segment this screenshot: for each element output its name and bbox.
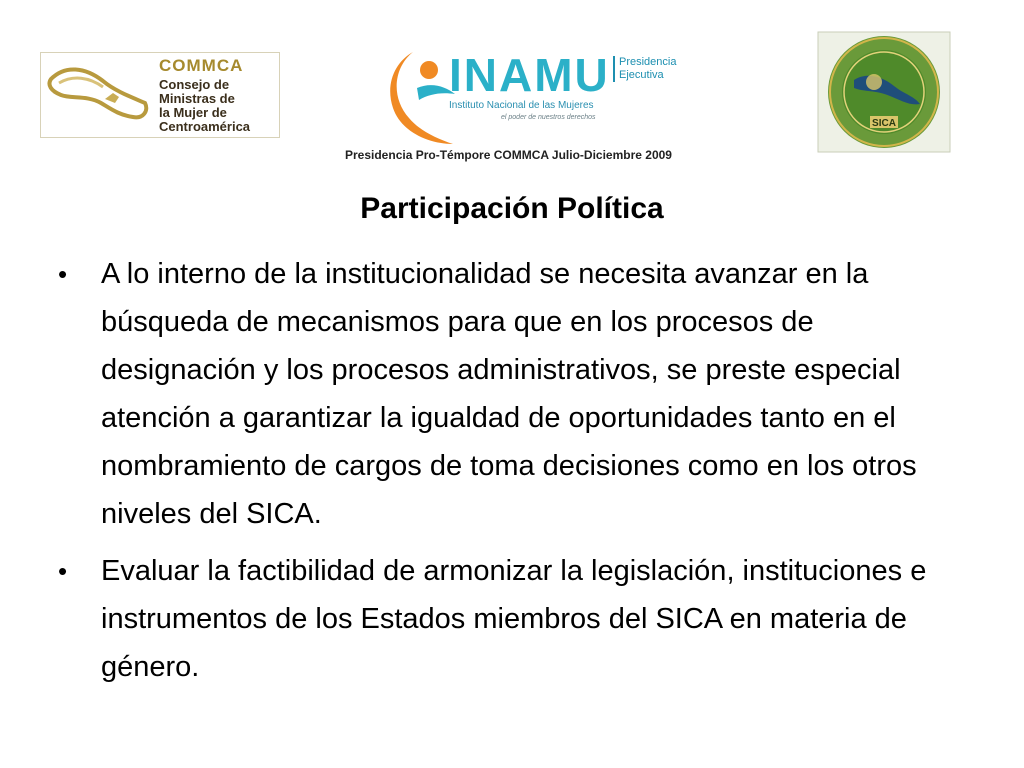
inamu-presidencia-line: Ejecutiva bbox=[619, 69, 664, 81]
inamu-wordmark: INAMU bbox=[449, 49, 610, 101]
inamu-presidencia-line: Presidencia bbox=[619, 56, 677, 68]
inamu-logo bbox=[383, 48, 693, 148]
central-america-map-icon bbox=[45, 59, 155, 133]
bullet-text: A lo interno de la institucionalidad se necesita avanzar en la búsqueda de mecanismos para que en los procesos de designación y los procesos administrativos, se preste especial atención a garantizar la igualdad de oportunidades tanto en el nombramiento de cargos de toma decisiones como en los otros niveles del SICA. bbox=[101, 258, 917, 530]
commca-line: Ministras de bbox=[159, 91, 235, 106]
sica-seal-label: SICA bbox=[872, 118, 896, 129]
bullet-dot-icon: • bbox=[58, 556, 68, 586]
sica-seal-icon bbox=[816, 30, 952, 154]
sica-logo bbox=[816, 30, 952, 154]
commca-wordmark: COMMCA bbox=[159, 56, 244, 75]
inamu-tagline: el poder de nuestros derechos bbox=[501, 114, 596, 121]
commca-line: Consejo de bbox=[159, 77, 230, 92]
bullet-list bbox=[48, 250, 968, 700]
bullet-item bbox=[48, 250, 968, 538]
slide-title: Participación Política bbox=[360, 192, 664, 225]
bullet-text: Evaluar la factibilidad de armonizar la legislación, instituciones e instrumentos de los Estados miembros del SICA en materia de género. bbox=[101, 555, 927, 683]
inamu-presidencia bbox=[613, 56, 676, 82]
bullet-dot-icon: • bbox=[58, 259, 68, 289]
commca-line: Centroamérica bbox=[159, 119, 251, 134]
commca-logo bbox=[40, 52, 280, 138]
presidencia-caption: Presidencia Pro-Témpore COMMCA Julio-Diciembre 2009 bbox=[345, 148, 672, 162]
commca-line: la Mujer de bbox=[159, 105, 227, 120]
bullet-item bbox=[48, 547, 968, 691]
inamu-subtitle: Instituto Nacional de las Mujeres bbox=[449, 100, 594, 111]
